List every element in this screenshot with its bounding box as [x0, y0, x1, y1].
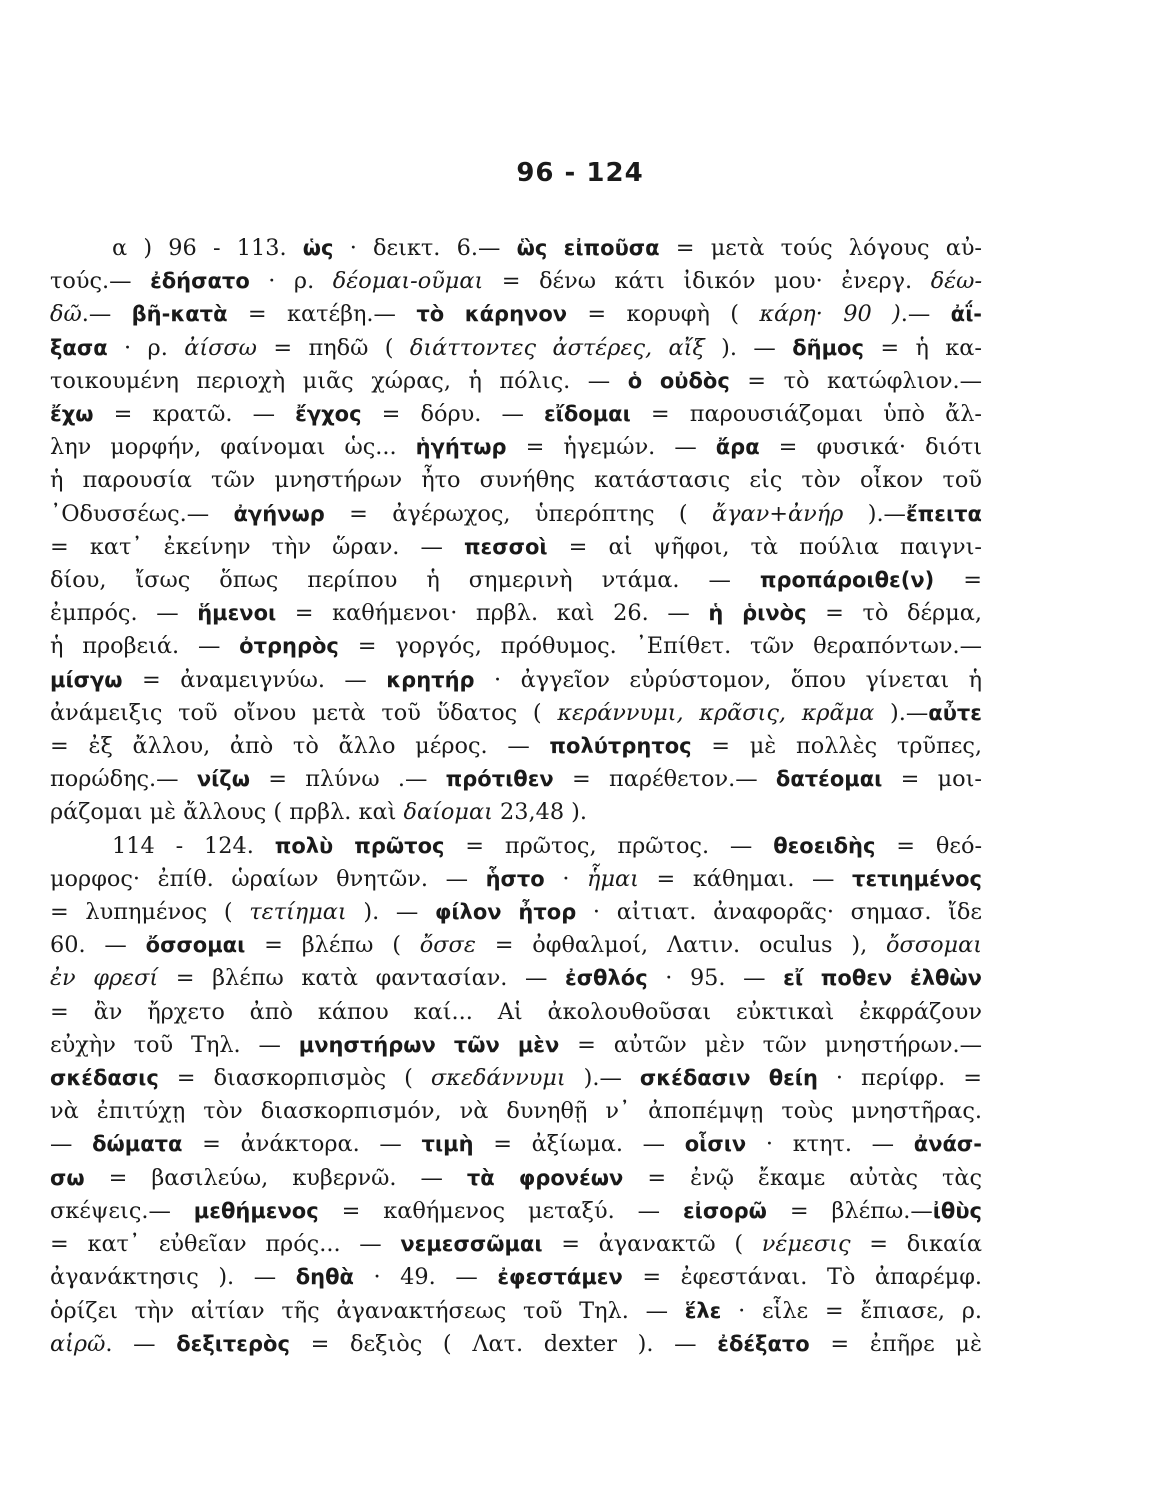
italic-term: κάρη· 90 ) [759, 301, 901, 328]
gloss-text: .— [900, 301, 951, 328]
lemma-headword: ἧστο [485, 866, 545, 891]
text-line [50, 962, 982, 995]
gloss-text: 114 - 124. [112, 832, 275, 859]
gloss-text: · 49. — [353, 1264, 498, 1291]
lemma-headword: ὡς [302, 236, 334, 260]
lemma-headword: μεθήμενος [193, 1198, 319, 1223]
lemma-headword: τιμὴ [421, 1132, 474, 1157]
gloss-text: = ἡγεμών. — [506, 434, 716, 461]
lemma-headword: ἡγήτωρ [415, 435, 507, 460]
gloss-text: = βλέπω ( [245, 932, 420, 959]
lemma-headword: κρητήρ [386, 667, 475, 692]
gloss-text: ἡ παρουσία τῶν μνηστήρων ἦτο συνήθης κατάστασις εἰς τὸν οἶκον τοῦ [50, 467, 982, 494]
text-line [50, 697, 982, 730]
gloss-text: ἀνάμειξις τοῦ οἴνου μετὰ τοῦ ὕδατος ( [50, 699, 558, 726]
lemma-headword: νεμεσσῶμαι [400, 1232, 543, 1257]
gloss-text: = δένω κάτι ἰδικόν μου· ἐνεργ. [483, 268, 931, 295]
italic-term: νέμεσις [761, 1231, 851, 1258]
gloss-text: 23,48 ). [492, 799, 588, 826]
gloss-text: = μετὰ τούς λόγους αὐ- [659, 235, 982, 261]
text-line [50, 929, 982, 962]
gloss-text: τούς.— [50, 268, 151, 295]
gloss-text: = κάθημαι. — [638, 865, 853, 892]
gloss-text: = θεό- [875, 832, 983, 859]
gloss-text: = ἐξ ἄλλου, ἀπὸ τὸ ἄλλο μέρος. — [50, 733, 550, 760]
gloss-text: πορώδης.— [50, 766, 197, 793]
gloss-text: = τὸ κατώφλιον.— [729, 367, 982, 394]
lemma-headword: ἀγήνωρ [233, 501, 325, 526]
lemma-headword: νίζω [196, 767, 250, 792]
gloss-text: = παρέθετον.— [553, 766, 776, 793]
gloss-text: = αὐτῶν μὲν τῶν μνηστήρων.— [559, 1031, 982, 1058]
text-line [50, 597, 982, 630]
lemma-headword: πολύτρητος [549, 734, 692, 759]
gloss-text: = ἀνάκτορα. — [182, 1131, 422, 1158]
text-line [50, 896, 982, 929]
gloss-text: = γοργός, πρόθυμος. ᾽Επίθετ. τῶν θεραπόντων.— [338, 633, 982, 660]
text-line [50, 398, 982, 431]
lemma-headword: φίλον ἦτορ [434, 900, 577, 925]
lemma-headword: προπάροιθε(ν) [759, 568, 935, 593]
gloss-text: = [934, 567, 982, 594]
italic-term: ὄσσομαι [886, 932, 982, 959]
gloss-text: = μοι- [882, 766, 982, 793]
gloss-text: = πρῶτος, πρῶτος. — [444, 832, 774, 859]
text-line [50, 1261, 982, 1294]
gloss-text: · 95. — [647, 965, 784, 992]
lemma-headword: δῆμος [792, 335, 864, 360]
gloss-text: = κατ᾽ ἐκείνην τὴν ὥραν. — [50, 533, 464, 560]
text-line [50, 564, 982, 597]
lemma-headword: ἐδήσατο [150, 269, 250, 294]
lemma-headword: πεσσοὶ [463, 534, 548, 559]
lemma-headword: δεξιτερὸς [176, 1331, 290, 1356]
lemma-headword: αὖτε [928, 700, 982, 725]
gloss-text: = πλύνω .— [249, 766, 446, 793]
gloss-text: = παρουσιάζομαι ὑπὸ ἄλ- [630, 401, 982, 428]
text-line [50, 1128, 982, 1161]
gloss-text: · ρ. [107, 334, 185, 361]
gloss-text: = δόρυ. — [361, 401, 544, 428]
gloss-text: = ἐφεστάναι. Τὸ ἀπαρέμφ. [622, 1264, 982, 1291]
lemma-headword: σκέδασιν θείη [639, 1066, 818, 1091]
italic-term: δέομαι-οῦμαι [332, 268, 484, 295]
lemma-headword: εἰσορῶ [682, 1198, 767, 1223]
italic-term: σκεδάννυμι [430, 1065, 566, 1092]
italic-term: ἧμαι [587, 865, 639, 892]
text-line [50, 830, 982, 863]
gloss-text: σκέψεις.— [50, 1197, 194, 1224]
gloss-text: = βλέπω κατὰ φαντασίαν. — [158, 965, 565, 992]
lemma-headword: πολὺ πρῶτος [274, 833, 445, 858]
gloss-text: = ἀγανακτῶ ( [542, 1231, 762, 1258]
gloss-text: · ἀγγεῖον εὐρύστομον, ὅπου γίνεται ἡ [474, 666, 982, 693]
gloss-text: = δεξιὸς ( Λατ. dexter ). — [289, 1330, 718, 1357]
italic-term: δέω- [930, 268, 983, 295]
gloss-text: = πηδῶ ( [256, 334, 410, 361]
italic-term: αἱρῶ [50, 1330, 106, 1357]
gloss-text: ).— [874, 699, 929, 726]
lemma-headword: ξασα [50, 335, 108, 360]
gloss-text: = ἀγέρωχος, ὑπερόπτης ( [324, 500, 713, 527]
gloss-text: νὰ ἐπιτύχῃ τὸν διασκορπισμόν, νὰ δυνηθῇ ν᾽ ἀποπέμψῃ τοὺς μνηστῆρας. [50, 1098, 982, 1125]
lemma-headword: ὣς εἰποῦσα [516, 236, 660, 260]
gloss-text: = μὲ πολλὲς τρῦπες, [691, 733, 982, 760]
gloss-text: = ὀφθαλμοί, Λατιν. oculus ), [475, 932, 887, 959]
lemma-headword: εἴδομαι [543, 402, 631, 427]
gloss-text: α ) 96 - 113. [112, 235, 303, 261]
italic-term: ὄσσε [419, 932, 476, 959]
gloss-text: ᾽Οδυσσέως.— [50, 500, 234, 527]
lemma-headword: ἐδέξατο [717, 1331, 810, 1356]
gloss-text: · εἷλε = ἔπιασε, ρ. [721, 1297, 982, 1324]
lemma-headword: ὀτρηρὸς [239, 634, 339, 659]
gloss-text: = δικαία [850, 1231, 982, 1258]
gloss-text: 60. — [50, 932, 146, 959]
gloss-text: ).— [565, 1065, 640, 1092]
italic-term: δαίομαι [403, 799, 493, 826]
gloss-text: = κατ᾽ εὐθεῖαν πρός... — [50, 1231, 401, 1258]
gloss-text: εὐχὴν τοῦ Τηλ. — [50, 1031, 299, 1058]
lemma-headword: σω [50, 1165, 85, 1190]
gloss-text: = ἀξίωμα. — [473, 1131, 685, 1158]
gloss-text: .— [81, 301, 132, 328]
gloss-text: = λυπημένος ( [50, 899, 250, 926]
italic-term: ἐν φρεσί [50, 965, 159, 992]
gloss-text: = κρατῶ. — [93, 401, 296, 428]
lemma-headword: βῆ-κατὰ [131, 302, 228, 327]
text-line [50, 431, 982, 464]
lemma-headword: ὄσσομαι [145, 933, 246, 958]
lemma-headword: δατέομαι [775, 767, 883, 792]
gloss-text: = φυσικά· διότι [759, 434, 982, 461]
text-line [50, 1029, 982, 1062]
lemma-headword: τετιημένος [852, 866, 982, 891]
text-line [50, 464, 982, 497]
commentary-text [50, 232, 982, 1361]
italic-term: διάττοντες ἀστέρες, αἴξ [409, 334, 705, 361]
text-line [50, 664, 982, 697]
lemma-headword: ἰθὺς [932, 1198, 982, 1223]
lemma-headword: δηθὰ [295, 1265, 354, 1290]
text-line [50, 232, 982, 265]
gloss-text: = διασκορπισμὸς ( [158, 1065, 431, 1092]
gloss-text: λην μορφήν, φαίνομαι ὡς... [50, 434, 416, 461]
gloss-text: = καθήμενοι· πρβλ. καὶ 26. — [276, 600, 709, 627]
gloss-text: ράζομαι μὲ ἄλλους ( πρβλ. καὶ [50, 799, 404, 826]
gloss-text: — [50, 1131, 93, 1158]
text-line [50, 1295, 982, 1328]
lemma-headword: ἀνάσ- [913, 1132, 982, 1157]
italic-term: δῶ [50, 301, 82, 328]
gloss-text: μορφος· ἐπίθ. ὡραίων θνητῶν. — [50, 865, 486, 892]
lemma-headword: ἡ ῥινὸς [708, 601, 807, 626]
text-line [50, 763, 982, 796]
gloss-text: ἀγανάκτησις ). — [50, 1264, 296, 1291]
text-line [50, 1328, 982, 1361]
gloss-text: ). — [346, 899, 435, 926]
gloss-text: = ἡ κα- [863, 334, 982, 361]
gloss-text: · δεικτ. 6.— [333, 235, 517, 261]
italic-term: τετίημαι [249, 899, 347, 926]
lemma-headword: ἐφεστάμεν [497, 1265, 623, 1290]
gloss-text: · ρ. [249, 268, 333, 295]
text-line [50, 1062, 982, 1095]
gloss-text: = κορυφὴ ( [567, 301, 760, 328]
gloss-text: ἡ προβειά. — [50, 633, 240, 660]
lemma-headword: ὁ οὐδὸς [627, 368, 730, 393]
text-line [50, 1095, 982, 1128]
lemma-headword: οἷσιν [684, 1132, 747, 1157]
text-line [50, 498, 982, 531]
lemma-headword: ἀΐ- [950, 302, 982, 327]
gloss-text: · περίφρ. = [817, 1065, 982, 1092]
text-line [50, 365, 982, 398]
text-line [50, 863, 982, 896]
gloss-text: . — [105, 1330, 177, 1357]
lemma-headword: τὰ φρονέων [466, 1165, 624, 1190]
page-header: 96 - 124 [516, 158, 644, 188]
lemma-headword: δώματα [92, 1132, 183, 1157]
gloss-text: = ἐνῷ ἔκαμε αὐτὰς τὰς [623, 1164, 983, 1191]
lemma-headword: ἔπειτα [905, 501, 982, 526]
text-line [50, 796, 982, 829]
lemma-headword: τὸ κάρηνον [416, 302, 568, 327]
gloss-text: · αἰτιατ. ἀναφορᾶς· σημασ. ἴδε [576, 899, 982, 926]
lemma-headword: ἄρα [715, 435, 760, 460]
lemma-headword: ἐσθλός [565, 966, 648, 991]
gloss-text: = κατέβη.— [227, 301, 417, 328]
gloss-text: ). — [704, 334, 793, 361]
lemma-headword: ἔχω [50, 402, 94, 427]
lemma-headword: σκέδασις [50, 1066, 159, 1091]
lemma-headword: ἔγχος [295, 402, 362, 427]
gloss-text: ).— [843, 500, 906, 527]
lemma-headword: ἥμενοι [197, 601, 277, 626]
lemma-headword: πρότιθεν [445, 767, 554, 792]
gloss-text: = βασιλεύω, κυβερνῶ. — [84, 1164, 467, 1191]
gloss-text: = ἐπῆρε μὲ [809, 1330, 982, 1357]
lemma-headword: εἴ ποθεν ἐλθὼν [783, 966, 982, 991]
italic-term: κεράννυμι, κρᾶσις, κρᾶμα [557, 699, 875, 726]
gloss-text: · κτητ. — [746, 1131, 914, 1158]
gloss-text: δίου, ἴσως ὅπως περίπου ἡ σημερινὴ ντάμα. — [50, 567, 760, 594]
gloss-text: = ἀναμειγνύω. — [122, 666, 387, 693]
gloss-text: = ἂν ἤρχετο ἀπὸ κάπου καί... Αἱ ἀκολουθοῦσαι εὐκτικαὶ ἐκφράζουν [50, 998, 982, 1025]
gloss-text: = καθήμενος μεταξύ. — [318, 1197, 683, 1224]
text-line [50, 298, 982, 331]
text-line [50, 265, 982, 298]
gloss-text: τοικουμένη περιοχὴ μιᾶς χώρας, ἡ πόλις. — [50, 367, 628, 394]
gloss-text: = τὸ δέρμα, [806, 600, 983, 627]
text-line [50, 1162, 982, 1195]
italic-term: ἀίσσω [184, 334, 257, 361]
text-line [50, 996, 982, 1029]
text-line [50, 1228, 982, 1261]
text-line [50, 332, 982, 365]
lemma-headword: μίσγω [50, 667, 123, 692]
gloss-text: · [544, 865, 588, 892]
gloss-text: = βλέπω.— [766, 1197, 933, 1224]
text-line [50, 531, 982, 564]
text-line [50, 730, 982, 763]
gloss-text: ὁρίζει τὴν αἰτίαν τῆς ἀγανακτήσεως τοῦ Τηλ. — [50, 1297, 685, 1324]
gloss-text: ἐμπρός. — [50, 600, 198, 627]
lemma-headword: θεοειδὴς [773, 833, 876, 858]
lemma-headword: μνηστήρων τῶν μὲν [298, 1032, 560, 1057]
text-line [50, 1195, 982, 1228]
gloss-text: = αἱ ψῆφοι, τὰ πούλια παιγνι- [547, 533, 982, 560]
lemma-headword: ἕλε [684, 1298, 722, 1323]
text-line [50, 630, 982, 663]
italic-term: ἄγαν+ἀνήρ [712, 500, 844, 527]
